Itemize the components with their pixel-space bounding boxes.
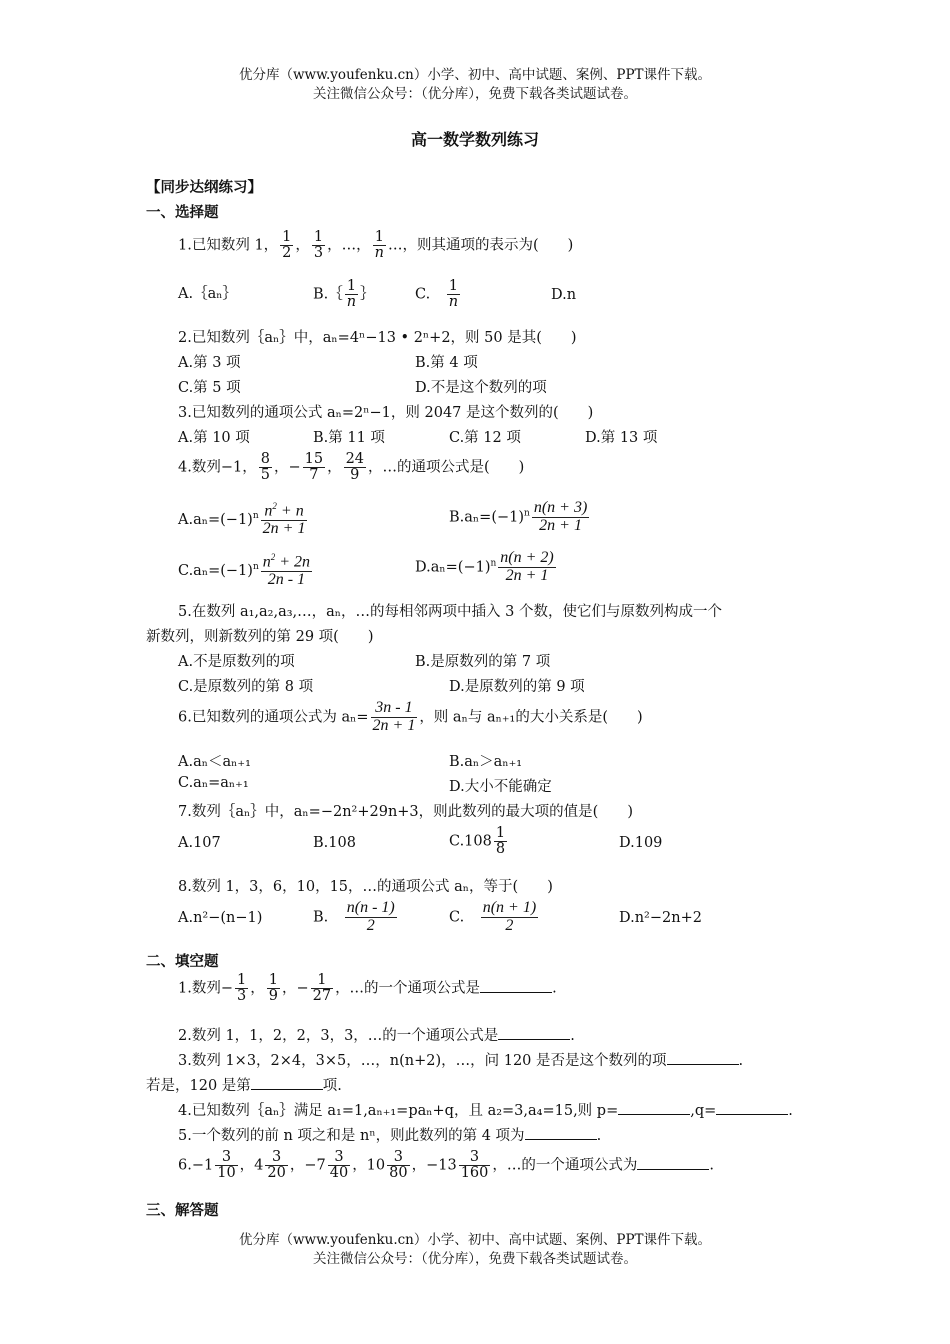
answer-blank[interactable] xyxy=(251,1076,323,1090)
q4-option-a: $A.a_n=(-1)^n$ $\frac{n^2 + n}{2n + 1}$ xyxy=(178,501,306,538)
fill-1: 1.数列− $\frac{1}{3}$ ， $\frac{1}{9}$ ，− $\frac{1}{27}$ ，…的一个通项公式是 . xyxy=(178,972,557,1005)
q2-option-b: B.第 4 项 xyxy=(415,355,478,371)
question-7: 7.数列｛aₙ｝中，aₙ=−2n²+29n+3，则此数列的最大项的值是( ) xyxy=(178,804,633,820)
question-6: 6.已知数列的通项公式为 aₙ= $\frac{3n - 1}{2n + 1}$ ，则 aₙ与 aₙ₊₁的大小关系是( ) xyxy=(178,699,643,734)
q5-option-a: A.不是原数列的项 xyxy=(178,654,295,670)
question-4: 4.数列−1， $\frac{8}{5}$ ，− $\frac{15}{7}$ ， $\frac{24}{9}$ ，…的通项公式是( ) xyxy=(178,451,525,484)
question-5-line-2: 新数列，则新数列的第 29 项( ) xyxy=(146,629,374,645)
footer-line-2: 关注微信公众号：（优分库），免费下载各类试题试卷。 xyxy=(313,1251,637,1267)
q1-stem-post: …，则其通项的表示为( ) xyxy=(387,237,574,254)
q8-option-c: C. $\frac{n(n + 1)}{2}$ xyxy=(449,899,537,934)
fill-2: 2.数列 1，1，2，2，3，3，…的一个通项公式是 . xyxy=(178,1028,575,1044)
answer-blank[interactable] xyxy=(667,1051,739,1065)
q8-option-b: B. $\frac{n(n - 1)}{2}$ xyxy=(313,899,395,934)
q7-option-c: C.108 $\frac{1}{8}$ xyxy=(449,825,506,858)
header-line-2: 关注微信公众号：（优分库），免费下载各类试题试卷。 xyxy=(313,86,637,102)
fill-5: 5.一个数列的前 n 项之和是 nⁿ，则此数列的第 4 项为 . xyxy=(178,1128,602,1144)
q3-option-d: D.第 13 项 xyxy=(585,430,658,446)
q6-option-b: B.aₙ＞aₙ₊₁ xyxy=(449,754,523,770)
fill-3-line-1: 3.数列 1×3，2×4，3×5，…，n(n+2)，…，问 120 是否是这个数列的项 . xyxy=(178,1053,744,1069)
question-3: 3.已知数列的通项公式 aₙ=2ⁿ−1，则 2047 是这个数列的( ) xyxy=(178,405,594,421)
q7-option-d: D.109 xyxy=(619,835,663,851)
q5-option-d: D.是原数列的第 9 项 xyxy=(449,679,585,695)
answer-blank[interactable] xyxy=(498,1026,570,1040)
answer-blank[interactable] xyxy=(637,1156,709,1170)
question-1: 1.已知数列 1， $\frac{1}{2}$ ， $\frac{1}{3}$ ，…， $\frac{1}{n}$ …，则其通项的表示为( ) xyxy=(178,229,574,262)
q3-option-a: A.第 10 项 xyxy=(178,430,250,446)
q5-option-c: C.是原数列的第 8 项 xyxy=(178,679,314,695)
section-1-heading: 一、选择题 xyxy=(146,204,219,221)
page-title: 高一数学数列练习 xyxy=(410,130,539,149)
q6-option-d: D.大小不能确定 xyxy=(449,779,552,795)
q6-option-c: C.aₙ=aₙ₊₁ xyxy=(178,775,249,791)
q4-option-c: $C.a_n=(-1)^n$ $\frac{n^2 + 2n}{2n - 1}$ xyxy=(178,552,311,589)
q2-option-d: D.不是这个数列的项 xyxy=(415,380,547,396)
header-line-1: 优分库（www.youfenku.cn）小学、初中、高中试题、案例、PPT课件下载。 xyxy=(238,67,712,83)
answer-blank-q[interactable] xyxy=(716,1101,788,1115)
q1-option-b: B.｛ $\frac{1}{n}$ ｝ xyxy=(313,278,375,311)
q3-option-c: C.第 12 项 xyxy=(449,430,521,446)
section-2-heading: 二、填空题 xyxy=(146,953,219,970)
question-8: 8.数列 1，3，6，10，15，…的通项公式 aₙ，等于( ) xyxy=(178,879,553,895)
q2-option-c: C.第 5 项 xyxy=(178,380,241,396)
q1-option-a: A.｛aₙ｝ xyxy=(178,286,237,302)
answer-blank[interactable] xyxy=(480,979,552,993)
q5-option-b: B.是原数列的第 7 项 xyxy=(415,654,551,670)
fill-6: 6.−1 $\frac{3}{10}$ ，4 $\frac{3}{20}$ ，−7 $\frac{3}{40}$ ，10 $\frac{3}{80}$ ，−13 $\frac{3}{160}$ ，…的一个通项公式为 . xyxy=(178,1149,714,1182)
fill-4: 4.已知数列｛aₙ｝满足 a₁=1,aₙ₊₁=paₙ+q，且 a₂=3,a₄=15,则 p= ,q= . xyxy=(178,1103,793,1119)
q8-option-d: D.n²−2n+2 xyxy=(619,910,702,926)
q1-option-d: D.n xyxy=(551,287,577,303)
footer-line-1: 优分库（www.youfenku.cn）小学、初中、高中试题、案例、PPT课件下载。 xyxy=(238,1232,712,1248)
q7-option-a: A.107 xyxy=(178,835,221,851)
question-2: 2.已知数列｛aₙ｝中，aₙ=4ⁿ−13 • 2ⁿ+2，则 50 是其( ) xyxy=(178,330,577,346)
q6-option-a: A.aₙ＜aₙ₊₁ xyxy=(178,754,251,770)
q4-option-b: $B.a_n=(-1)^n$ $\frac{n(n + 3)}{2n + 1}$ xyxy=(449,499,588,534)
section-3-heading: 三、解答题 xyxy=(146,1202,219,1219)
q2-option-a: A.第 3 项 xyxy=(178,355,241,371)
q8-option-a: A.n²−(n−1) xyxy=(178,910,263,926)
answer-blank-p[interactable] xyxy=(618,1101,690,1115)
answer-blank[interactable] xyxy=(525,1126,597,1140)
q7-option-b: B.108 xyxy=(313,835,356,851)
fill-3-line-2: 若是，120 是第 项. xyxy=(146,1078,342,1094)
q3-option-b: B.第 11 项 xyxy=(313,430,385,446)
q1-option-c: C. $\frac{1}{n}$ xyxy=(415,278,459,311)
q1-stem-pre: 1.已知数列 1， xyxy=(178,237,279,254)
q4-option-d: $D.a_n=(-1)^n$ $\frac{n(n + 2)}{2n + 1}$ xyxy=(415,549,554,584)
section-tag: 【同步达纲练习】 xyxy=(146,179,262,196)
question-5-line-1: 5.在数列 a₁,a₂,a₃,…，aₙ，…的每相邻两项中插入 3 个数，使它们与原数列构成一个 xyxy=(178,604,723,620)
